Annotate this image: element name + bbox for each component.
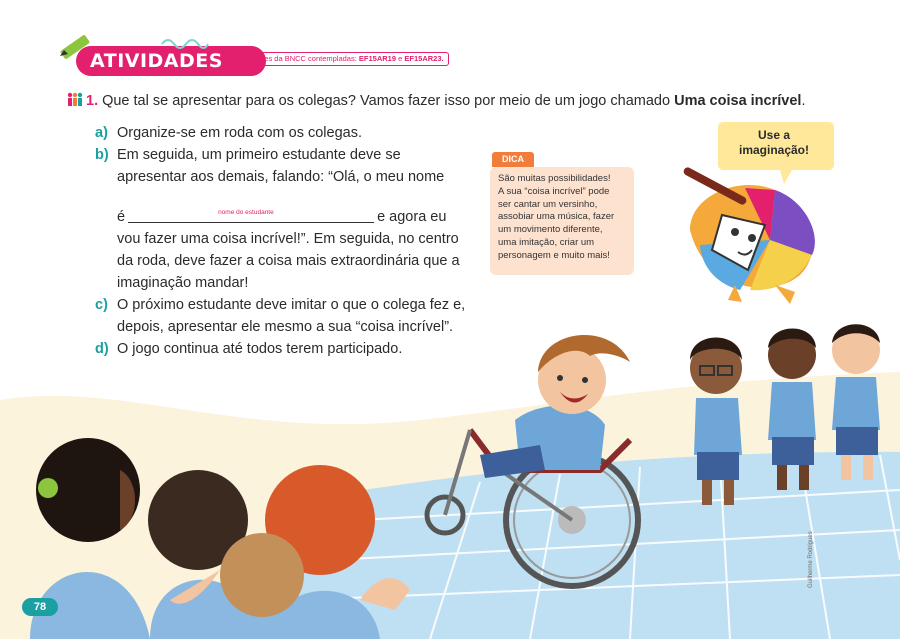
item-text: e agora eu [377, 209, 447, 225]
item-line: vou fazer uma coisa incrível!”. Em seguida, no centro [117, 231, 459, 247]
tip-line: um movimento diferente, [498, 224, 603, 236]
pencil-icon [56, 30, 96, 62]
item-line: depois, apresentar ele mesmo a sua “coisa incrível”. [117, 319, 454, 335]
item-letter: c) [95, 297, 108, 313]
question-text: Que tal se apresentar para os colegas? Vamos fazer isso por meio de um jogo chamado [102, 93, 671, 109]
game-name: Uma coisa incrível [674, 93, 802, 109]
bncc-label: Habilidades da BNCC contempladas: [233, 54, 357, 63]
bubble-line: Use a [757, 128, 791, 142]
item-a [95, 122, 475, 144]
tip-line: São muitas possibilidades! [498, 173, 611, 184]
blank-hint: nome do estudante [218, 209, 274, 216]
bncc-code-2: EF15AR23. [404, 54, 444, 63]
question-end: . [801, 93, 806, 109]
tip-line: uma imitação, criar um [498, 236, 595, 248]
name-blank-line-row [117, 206, 475, 228]
tip-line: A sua “coisa incrível” pode [498, 185, 610, 197]
illustration-credit: Guilherme Rodrigues [808, 531, 814, 588]
question-number: 1. [86, 93, 99, 109]
item-line: O próximo estudante deve imitar o que o colega fez e, [117, 297, 466, 313]
item-letter: a) [95, 125, 108, 141]
item-line: Em seguida, um primeiro estudante deve se [117, 147, 401, 163]
activities-title: ATIVIDADES [76, 46, 266, 76]
item-text: é [117, 209, 126, 225]
page-number: 78 [22, 598, 58, 616]
group-activity-icon [66, 92, 84, 106]
item-line: imaginação mandar! [117, 275, 249, 291]
tip-line: personagem e muito mais! [498, 249, 610, 261]
bncc-sep: e [398, 54, 403, 63]
tip-label: DICA [492, 152, 534, 167]
item-letter: d) [95, 341, 109, 357]
bncc-code-1: EF15AR19 [358, 54, 397, 63]
item-b [95, 144, 475, 294]
item-text: O jogo continua até todos terem participado. [117, 341, 403, 357]
item-line: da roda, deve fazer a coisa mais extraordinária que a [117, 253, 460, 269]
tip-line: ser cantar um versinho, [498, 198, 598, 210]
tip-line: assobiar uma música, fazer [498, 211, 615, 223]
scribble-decoration-icon [160, 34, 210, 54]
speech-bubble-text [728, 128, 820, 158]
item-d [95, 338, 475, 360]
bubble-line: imaginação! [738, 143, 810, 157]
student-name-blank[interactable] [128, 209, 374, 223]
bncc-skills [228, 52, 449, 66]
tip-box [490, 167, 634, 275]
question-1 [66, 92, 805, 110]
item-c [95, 294, 475, 338]
item-line: apresentar aos demais, falando: “Olá, o meu nome [117, 169, 445, 185]
item-text: Organize-se em roda com os colegas. [117, 125, 362, 141]
item-letter: b) [95, 147, 109, 163]
question-items [95, 122, 475, 360]
